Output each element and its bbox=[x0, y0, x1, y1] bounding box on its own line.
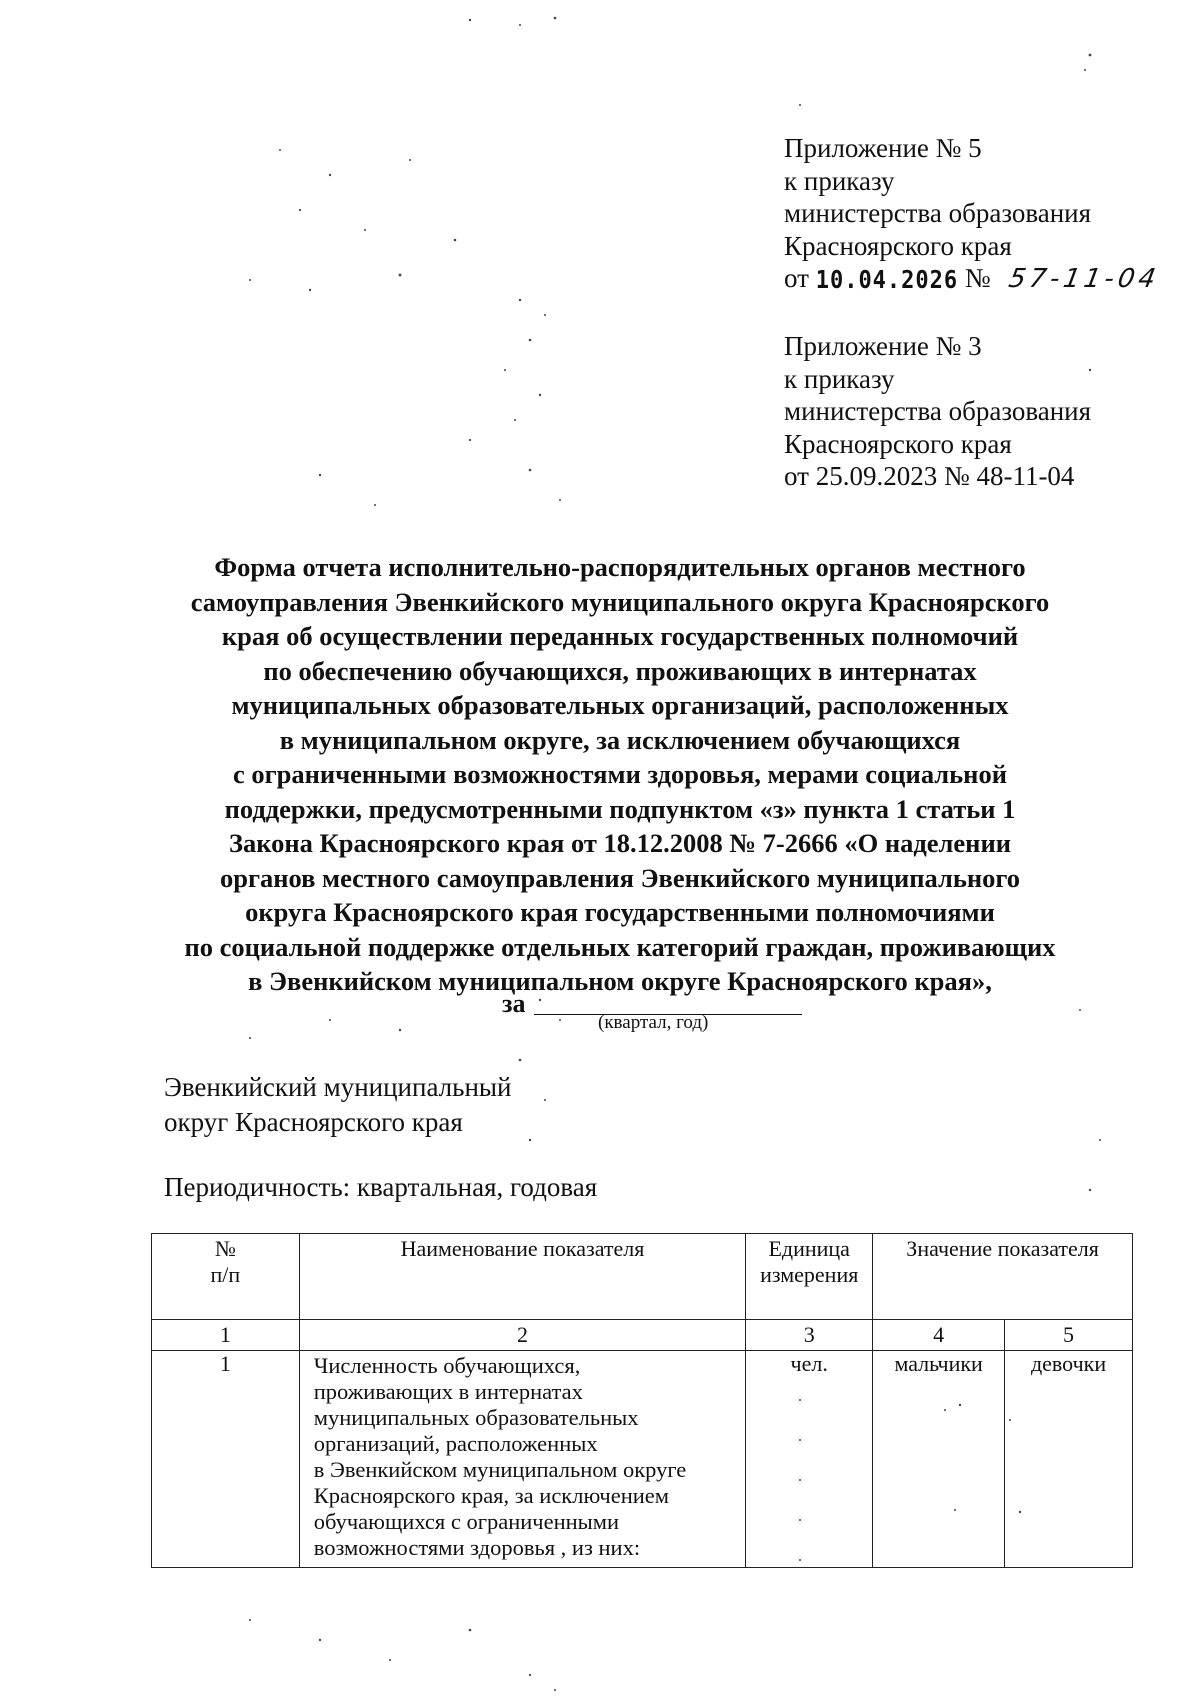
row-indicator bbox=[299, 1351, 745, 1568]
appendix-5-date-line bbox=[784, 262, 1184, 298]
column-number: 2 bbox=[299, 1320, 745, 1351]
header-value: Значение показателя bbox=[873, 1234, 1133, 1320]
appendix-3-region: Красноярского края bbox=[784, 428, 1012, 459]
column-number: 3 bbox=[746, 1320, 873, 1351]
row-unit: чел. bbox=[746, 1351, 873, 1568]
header-unit-line: Единица bbox=[768, 1236, 850, 1261]
header-number bbox=[152, 1234, 300, 1320]
title-line: с ограниченными возможностями здоровья, мерами социальной bbox=[233, 759, 1007, 789]
appendix-5-number-sign: № bbox=[964, 263, 991, 293]
indicator-line: муниципальных образовательных bbox=[313, 1405, 639, 1430]
appendix-5-region: Красноярского края bbox=[784, 230, 1012, 261]
title-line: органов местного самоуправления Эвенкийского муниципального bbox=[219, 862, 1021, 893]
row-value-boys: мальчики bbox=[873, 1351, 1005, 1568]
column-number: 5 bbox=[1005, 1320, 1133, 1351]
period-hint: (квартал, год) bbox=[598, 1012, 709, 1033]
title-line: в Эвенкийском муниципальном округе Красноярского края», bbox=[248, 966, 992, 996]
indicator-line: возможностями здоровья , из них: bbox=[313, 1535, 641, 1560]
indicator-line: Численность обучающихся, bbox=[313, 1353, 581, 1378]
appendix-5-ministry: министерства образования bbox=[784, 198, 1092, 228]
title-line: поддержки, предусмотренными подпунктом «з» пункта 1 статьи 1 bbox=[224, 793, 1016, 824]
appendix-5-handwritten-number: 57-11-04 bbox=[1006, 264, 1163, 294]
column-number-row bbox=[152, 1320, 1133, 1351]
title-line: края об осуществлении переданных государственных полномочий bbox=[221, 621, 1019, 651]
title-line: муниципальных образовательных организаций, расположенных bbox=[231, 690, 1009, 720]
title-line: Форма отчета исполнительно-распорядительных органов местного bbox=[214, 552, 1026, 582]
district-line: округ Красноярского края bbox=[164, 1107, 463, 1137]
row-number: 1 bbox=[152, 1351, 300, 1568]
appendix-3-block bbox=[784, 330, 1184, 493]
table-row bbox=[152, 1351, 1133, 1568]
column-number: 1 bbox=[152, 1320, 300, 1351]
title-line: Закона Красноярского края от 18.12.2008 № 7-2666 «О наделении bbox=[229, 828, 1011, 858]
indicator-line: Красноярского края, за исключением bbox=[313, 1483, 670, 1508]
periodicity: Периодичность: квартальная, годовая bbox=[164, 1172, 598, 1202]
title-line: самоуправления Эвенкийского муниципального округа Красноярского bbox=[190, 586, 1050, 617]
appendix-5-title: Приложение № 5 bbox=[784, 133, 982, 163]
header-unit-line: измерения bbox=[760, 1262, 859, 1287]
title-line: округа Красноярского края государственными полномочиями bbox=[245, 897, 995, 927]
header-unit bbox=[746, 1234, 873, 1320]
indicator-line: проживающих в интернатах bbox=[313, 1379, 583, 1404]
header-number-sign: № bbox=[214, 1236, 236, 1261]
district-name bbox=[164, 1070, 512, 1140]
appendix-5-date-prefix: от bbox=[784, 263, 809, 293]
appendix-3-title: Приложение № 3 bbox=[784, 331, 982, 361]
period-prefix: за bbox=[502, 989, 526, 1018]
header-indicator-name: Наименование показателя bbox=[299, 1234, 745, 1320]
appendix-5-order: к приказу bbox=[784, 165, 895, 196]
title-line: в муниципальном округе, за исключением обучающихся bbox=[279, 724, 961, 755]
district-line: Эвенкийский муниципальный bbox=[164, 1072, 512, 1102]
report-table bbox=[151, 1233, 1133, 1568]
appendix-5-block bbox=[784, 132, 1184, 298]
form-title bbox=[140, 550, 1100, 999]
column-number: 4 bbox=[873, 1320, 1005, 1351]
indicator-line: обучающихся с ограниченными bbox=[313, 1509, 620, 1534]
header-number-label: п/п bbox=[210, 1262, 241, 1287]
appendix-3-ministry: министерства образования bbox=[784, 396, 1092, 426]
appendix-3-date-number: от 25.09.2023 № 48-11-04 bbox=[784, 461, 1075, 491]
indicator-line: в Эвенкийском муниципальном округе bbox=[313, 1457, 687, 1482]
indicator-line: организаций, расположенных bbox=[313, 1431, 598, 1456]
row-value-girls: девочки bbox=[1005, 1351, 1133, 1568]
appendix-5-date-stamp: 10.04.2026 bbox=[815, 266, 959, 295]
appendix-3-order: к приказу bbox=[784, 363, 895, 394]
table-header-row bbox=[152, 1234, 1133, 1320]
title-line: по обеспечению обучающихся, проживающих в интернатах bbox=[263, 655, 977, 686]
title-line: по социальной поддержке отдельных категорий граждан, проживающих bbox=[184, 931, 1056, 962]
